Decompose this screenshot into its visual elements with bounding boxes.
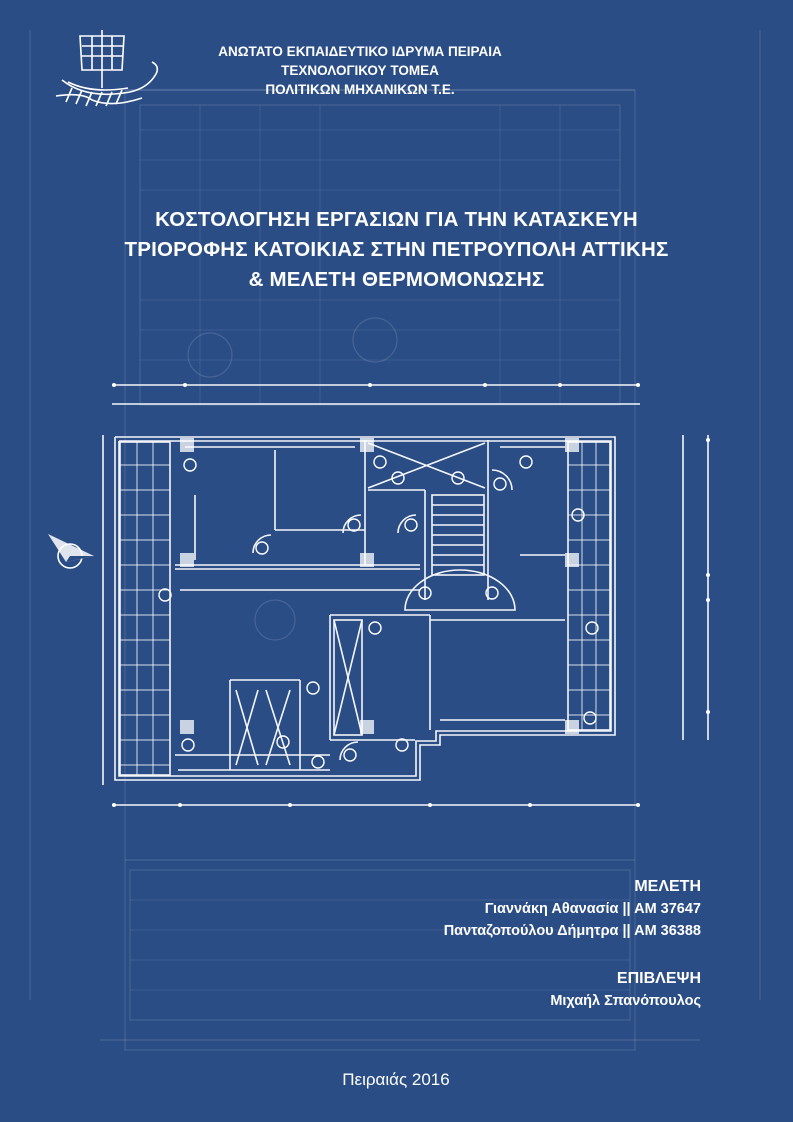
institution-line-2: ΤΕΧΝΟΛΟΓΙΚΟΥ ΤΟΜΕΑ xyxy=(281,63,439,78)
institution-line-1: ΑΝΩΤΑΤΟ ΕΚΠΑΙΔΕΥΤΙΚΟ ΙΔΡΥΜΑ ΠΕΙΡΑΙΑ xyxy=(218,44,502,59)
supervisor-name: Μιχαήλ Σπανόπουλος xyxy=(550,993,701,1009)
supervision-heading: ΕΠΙΒΛΕΨΗ xyxy=(616,970,701,987)
footer-place-year: Πειραιάς 2016 xyxy=(342,1070,450,1089)
institution-header xyxy=(160,42,560,99)
thesis-title xyxy=(40,205,753,295)
author-1: Γιαννάκη Αθανασία || ΑΜ 37647 xyxy=(484,901,701,917)
study-section xyxy=(444,876,701,942)
author-2: Πανταζοπούλου Δήμητρα || ΑΜ 36388 xyxy=(443,923,701,939)
title-line-2: ΤΡΙΟΡΟΦΗΣ ΚΑΤΟΙΚΙΑΣ ΣΤΗΝ ΠΕΤΡΟΥΠΟΛΗ ΑΤΤΙΚΗΣ xyxy=(124,238,669,261)
north-arrow-icon xyxy=(44,528,98,582)
supervision-section xyxy=(550,968,701,1012)
ship-logo-icon xyxy=(52,22,164,108)
title-line-1: ΚΟΣΤΟΛΟΓΗΣΗ ΕΡΓΑΣΙΩΝ ΓΙΑ ΤΗΝ ΚΑΤΑΣΚΕΥΗ xyxy=(155,208,638,231)
institution-line-3: ΠΟΛΙΤΙΚΩΝ ΜΗΧΑΝΙΚΩΝ Τ.Ε. xyxy=(265,82,455,97)
title-line-3: & ΜΕΛΕΤΗ ΘΕΡΜΟΜΟΝΩΣΗΣ xyxy=(248,268,545,291)
study-heading: ΜΕΛΕΤΗ xyxy=(634,878,701,895)
